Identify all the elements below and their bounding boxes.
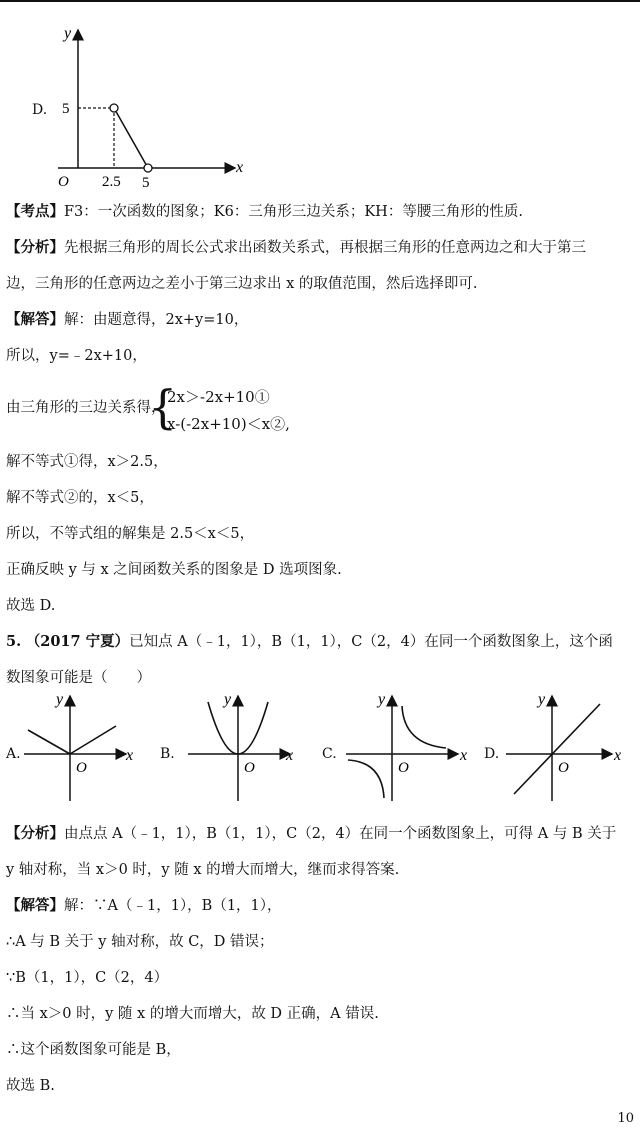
jieda2-line-1: 【解答】解：∵A（﹣1，1），B（1，1）， bbox=[6, 897, 282, 914]
figure-d-label: D. bbox=[32, 102, 48, 118]
jieda-line-8: 故选 D. bbox=[6, 598, 56, 614]
option-d-graph bbox=[500, 686, 630, 806]
jieda-line-5: 解不等式②的，x＜5， bbox=[6, 490, 154, 506]
fenxi-line-2: 边，三角形的任意两边之差小于第三边求出 x 的取值范围，然后选择即可. bbox=[6, 276, 478, 292]
v-left-branch bbox=[28, 730, 70, 754]
question-5-line-1: 5. （2017 宁夏）已知点 A（﹣1，1），B（1，1），C（2，4）在同一个函数图象上，这个函 bbox=[6, 633, 613, 650]
svg-text:y: y bbox=[378, 691, 386, 708]
y-axis-label: y bbox=[64, 25, 72, 42]
graph-segment bbox=[114, 108, 148, 168]
svg-text:x: x bbox=[286, 747, 294, 764]
jieda2-line-4: ∴当 x＞0 时，y 随 x 的增大而增大，故 D 正确，A 错误. bbox=[6, 1006, 379, 1022]
option-d-label: D. bbox=[484, 746, 500, 762]
figure-d-graph bbox=[50, 20, 250, 190]
jieda2-line-5: ∴这个函数图象可能是 B， bbox=[6, 1042, 181, 1058]
jieda-line-1: 【解答】解：由题意得，2x+y=10， bbox=[6, 311, 249, 328]
page-number: 10 bbox=[617, 1111, 634, 1126]
fenxi2-line-2: y 轴对称，当 x＞0 时，y 随 x 的增大而增大，继而求得答案. bbox=[6, 862, 400, 878]
inequality-1: 2x＞-2x+10① bbox=[167, 388, 270, 406]
svg-text:y: y bbox=[538, 691, 546, 708]
option-a-graph bbox=[20, 686, 150, 806]
svg-text:y: y bbox=[224, 691, 232, 708]
kaodian-line: 【考点】F3：一次函数的图象；K6：三角形三边关系；KH：等腰三角形的性质. bbox=[6, 203, 523, 220]
x-axis-label: x bbox=[236, 159, 244, 176]
option-a-label: A. bbox=[6, 746, 21, 762]
x-tick-2-5: 2.5 bbox=[102, 174, 121, 190]
y-tick-5: 5 bbox=[62, 101, 70, 117]
option-c-label: C. bbox=[322, 746, 337, 762]
svg-text:O: O bbox=[398, 760, 409, 776]
x-tick-5: 5 bbox=[142, 175, 150, 190]
jieda-line-4: 解不等式①得，x＞2.5， bbox=[6, 454, 168, 470]
origin-label: O bbox=[58, 174, 69, 190]
v-right-branch bbox=[70, 726, 116, 754]
svg-text:x: x bbox=[126, 747, 134, 764]
hyperbola-right bbox=[402, 706, 446, 748]
option-c-graph bbox=[338, 686, 478, 806]
jieda-line-6: 所以，不等式组的解集是 2.5＜x＜5， bbox=[6, 526, 255, 542]
open-point-top bbox=[110, 104, 118, 112]
system-brace: { bbox=[148, 380, 178, 434]
option-b-label: B. bbox=[160, 746, 175, 762]
svg-text:x: x bbox=[460, 747, 468, 764]
jieda-line-2: 所以，y=﹣2x+10， bbox=[6, 348, 147, 364]
hyperbola-left bbox=[348, 760, 384, 798]
option-b-graph bbox=[178, 686, 308, 806]
svg-text:x: x bbox=[614, 747, 622, 764]
jieda-line-7: 正确反映 y 与 x 之间函数关系的图象是 D 选项图象. bbox=[6, 562, 342, 578]
svg-text:O: O bbox=[558, 760, 569, 776]
svg-text:O: O bbox=[76, 760, 87, 776]
jieda2-line-2: ∴A 与 B 关于 y 轴对称，故 C，D 错误； bbox=[6, 934, 274, 950]
jieda2-line-3: ∵B（1，1），C（2，4） bbox=[6, 970, 169, 986]
straight-line bbox=[514, 704, 600, 794]
fenxi2-line-1: 【分析】由点点 A（﹣1，1），B（1，1），C（2，4）在同一个函数图象上，可得 A 与 B 关于 bbox=[6, 825, 617, 842]
question-5-line-2: 数图象可能是（ ） bbox=[6, 670, 151, 686]
inequality-2: x-(-2x+10)＜x②, bbox=[167, 415, 290, 433]
jieda2-line-6: 故选 B. bbox=[6, 1078, 55, 1094]
svg-text:y: y bbox=[56, 691, 64, 708]
svg-text:O: O bbox=[244, 760, 255, 776]
top-rule bbox=[0, 0, 640, 2]
jieda-line-3: 由三角形的三边关系得， bbox=[6, 400, 166, 416]
fenxi-line-1: 【分析】先根据三角形的周长公式求出函数关系式，再根据三角形的任意两边之和大于第三 bbox=[6, 239, 586, 256]
open-point-bottom bbox=[144, 164, 152, 172]
